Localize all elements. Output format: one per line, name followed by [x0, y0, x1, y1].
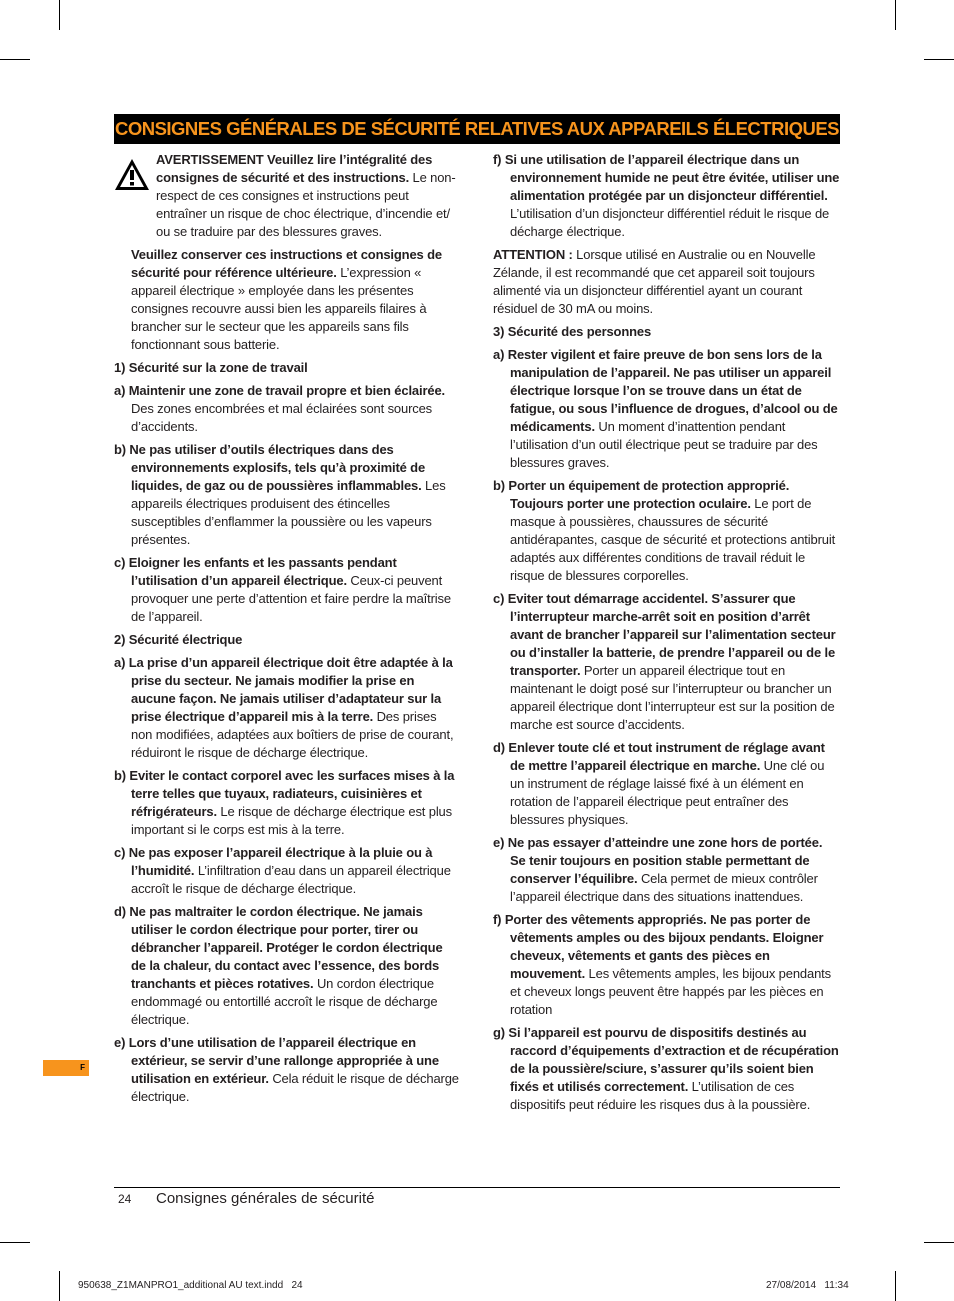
- list-item: c) Eviter tout démarrage accidentel. S’assurer que l’interrupteur marche-arrêt soit en position d’arrêt avant de brancher l’appareil sur l’alimentation secteur ou d’installer la batterie, de prendre l’appareil ou de le transporter. Porter un appareil électrique tout en maintenant le doigt posé sur l’interrupteur ou brancher un appareil électrique dont l’interrupteur est sur la position de marche est source d’accidents.: [493, 591, 836, 732]
- footer-title: Consignes générales de sécurité: [156, 1190, 375, 1207]
- footer-divider: [114, 1187, 840, 1188]
- crop-mark: [924, 59, 954, 60]
- list-item: a) La prise d’un appareil électrique doit être adaptée à la prise du secteur. Ne jamais modifier la prise en aucune façon. Ne jamais utiliser d’adaptateur sur la prise électrique d’appareil mis à la terre. Des prises non modifiées, adaptées aux boîtiers de prise de courant, réduiront le risque de décharge électrique.: [114, 655, 454, 760]
- left-column: [114, 151, 460, 1111]
- list-item: e) Ne pas essayer d’atteindre une zone hors de portée. Se tenir toujours en position stable permettant de conserver l’équilibre. Cela permet de mieux contrôler l’appareil électrique dans des situations inattendues.: [493, 835, 823, 904]
- list-item: c) Eloigner les enfants et les passants pendant l’utilisation d’un appareil électrique. Ceux-ci peuvent provoquer une perte d’attention et faire perdre la maîtrise de l’appareil.: [114, 555, 451, 624]
- print-slug-date: 27/08/2014 11:34: [766, 1280, 849, 1291]
- list-item: c) Ne pas exposer l’appareil électrique à la pluie ou à l’humidité. L’infiltration d’eau dans un appareil électrique accroît le risque de décharge électrique.: [114, 845, 451, 896]
- crop-mark: [59, 0, 60, 30]
- warning-block: [114, 151, 460, 354]
- crop-mark: [59, 1271, 60, 1301]
- list-item: a) Rester vigilent et faire preuve de bon sens lors de la manipulation de l’appareil. Ne pas utiliser un appareil électrique lorsque l’on se trouve dans un état de fatigue, ou sous l’influence de drogues, d’alcool ou de médicaments. Un moment d’inattention pendant l’utilisation d’un outil électrique peut se traduire par des blessures graves.: [493, 347, 838, 470]
- warning-text: AVERTISSEMENT Veuillez lire l’intégralité des consignes de sécurité et des instructions. Le non-respect de ces consignes et instructions peut entraîner un risque de choc électrique, d’incendie et/ ou se traduire par des blessures graves.: [156, 152, 456, 239]
- page-number: 24: [118, 1192, 132, 1206]
- list-item: b) Ne pas utiliser d’outils électriques dans des environnements explosifs, tels qu’à proximité de liquides, de gaz ou de poussières inflammables. Les appareils électriques produisent des étincelles susceptibles d’enflammer la poussière ou les vapeurs présentes.: [114, 442, 446, 547]
- section-heading: 1) Sécurité sur la zone de travail: [114, 360, 308, 375]
- list-item: b) Porter un équipement de protection approprié. Toujours porter une protection oculaire. Le port de masque à poussières, chaussures de sécurité antidérapantes, casque de sécurité et protections antibruit adaptés aux différentes conditions de travail réduit le risque de blessures corporelles.: [493, 478, 836, 583]
- section-heading: 2) Sécurité électrique: [114, 632, 243, 647]
- section-heading: 3) Sécurité des personnes: [493, 324, 652, 339]
- language-tab: F: [43, 1060, 89, 1076]
- list-item: d) Ne pas maltraiter le cordon électrique. Ne jamais utiliser le cordon électrique pour porter, tirer ou débrancher l’appareil. Protéger le cordon électrique de la chaleur, du contact avec l’essence, des bords tranchants et pièces rotatives. Un cordon électrique endommagé ou entortillé accroît le risque de décharge électrique.: [114, 904, 443, 1027]
- list-item: g) Si l’appareil est pourvu de dispositifs destinés au raccord d’équipements d’extraction et de récupération de la poussière/sciure, s’assurer qu’ils soient bien fixés et utilisés correctement. L’utilisation de ces dispositifs peut réduire les risques dus à la poussière.: [493, 1025, 839, 1112]
- crop-mark: [0, 59, 30, 60]
- list-item: e) Lors d’une utilisation de l’appareil électrique en extérieur, se servir d’une rallonge appropriée à une utilisation en extérieur. Cela réduit le risque de décharge électrique.: [114, 1035, 459, 1104]
- attention-note: ATTENTION : Lorsque utilisé en Australie ou en Nouvelle Zélande, il est recommandé que cet appareil soit toujours alimenté via un disjoncteur différentiel ayant un courant résiduel de 30 mA ou moins.: [493, 247, 816, 316]
- list-item: b) Eviter le contact corporel avec les surfaces mises à la terre telles que tuyaux, radiateurs, cuisinières et réfrigérateurs. Le risque de décharge électrique est plus important si le corps est mis à la terre.: [114, 768, 455, 837]
- keep-instructions-text: Veuillez conserver ces instructions et consignes de sécurité pour référence ultérieure. L’expression « appareil électrique » employée dans les présentes consignes recouvre aussi bien les appareils filaires à brancher sur le secteur que les appareils sans fils fonctionnant sous batterie.: [131, 247, 442, 352]
- crop-mark: [895, 1271, 896, 1301]
- list-item: d) Enlever toute clé et tout instrument de réglage avant de mettre l’appareil électrique en marche. Une clé ou un instrument de réglage laissé fixé à un élément en rotation de l’appareil électrique peut entraîner des blessures physiques.: [493, 740, 825, 827]
- right-column: [493, 151, 840, 1119]
- crop-mark: [0, 1242, 30, 1243]
- list-item: f) Porter des vêtements appropriés. Ne pas porter de vêtements amples ou des bijoux pendants. Eloigner cheveux, vêtements et gants des pièces en mouvement. Les vêtements amples, les bijoux pendants et cheveux longs peuvent être happés par les pièces en rotation: [493, 912, 831, 1017]
- print-slug-file: 950638_Z1MANPRO1_additional AU text.indd 24: [78, 1280, 303, 1291]
- list-item: a) Maintenir une zone de travail propre et bien éclairée. Des zones encombrées et mal éclairées sont sources d’accidents.: [114, 383, 445, 434]
- crop-mark: [924, 1242, 954, 1243]
- list-item: f) Si une utilisation de l’appareil électrique dans un environnement humide ne peut être évitée, utiliser une alimentation protégée par un disjoncteur différentiel. L’utilisation d’un disjoncteur différentiel réduit le risque de décharge électrique.: [493, 152, 840, 239]
- page-title: CONSIGNES GÉNÉRALES DE SÉCURITÉ RELATIVES AUX APPAREILS ÉLECTRIQUES: [114, 114, 840, 144]
- warning-triangle-icon: [114, 158, 150, 191]
- crop-mark: [895, 0, 896, 30]
